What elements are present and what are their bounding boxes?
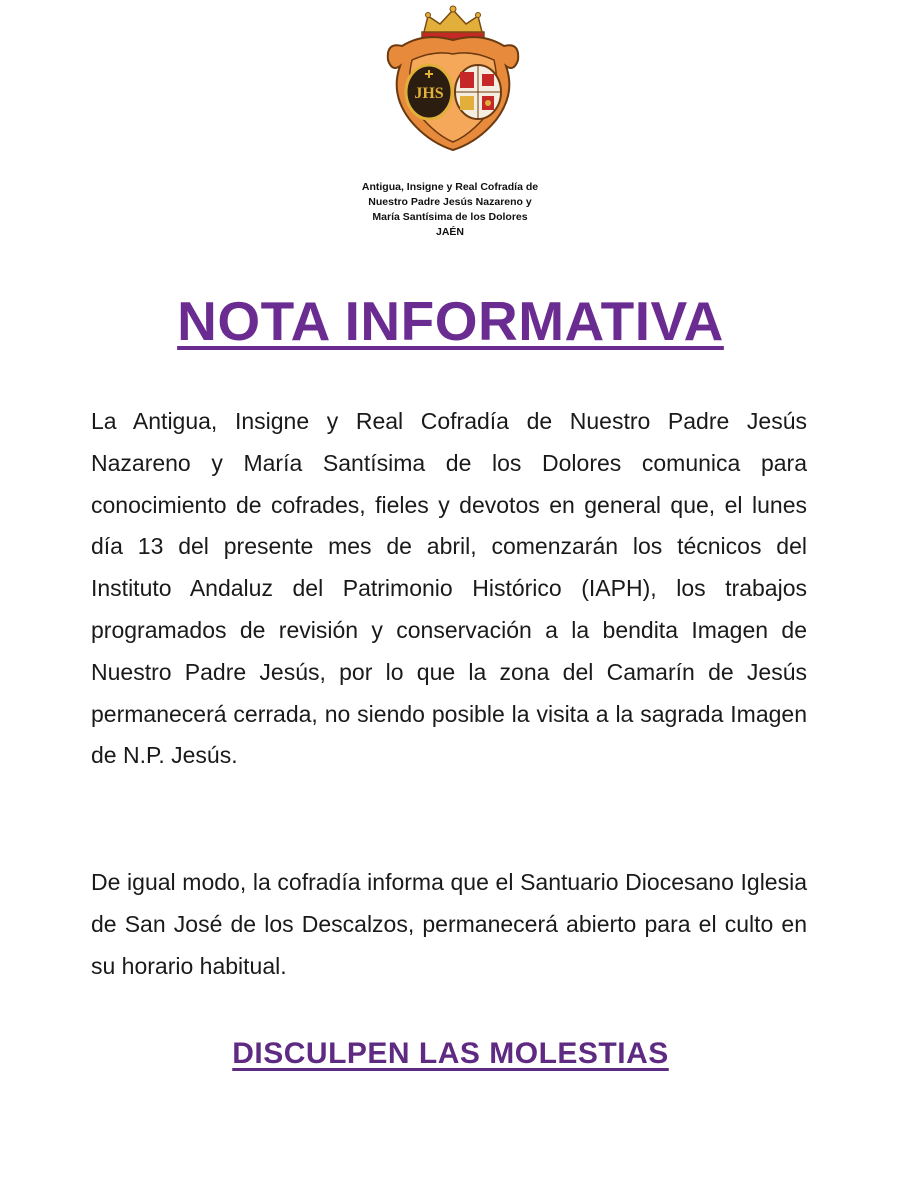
closing-apology-text: DISCULPEN LAS MOLESTIAS [232,1037,669,1070]
svg-text:JHS: JHS [414,85,444,102]
closing-apology [0,1034,901,1074]
notice-title-text: NOTA INFORMATIVA [177,290,724,352]
organization-name-line: Nuestro Padre Jesús Nazareno y [368,196,532,208]
jhs-monogram-icon [406,65,452,119]
organization-city: JAÉN [435,226,464,238]
notice-paragraph-1: La Antigua, Insigne y Real Cofradía de Nuestro Padre Jesús Nazareno y María Santísima de los Dolores comunica para conocimiento de cofrades, fieles y devotos en general que, el lunes día 13 del presente mes de abril, comenzarán los técnicos del Instituto Andaluz del Patrimonio Histórico (IAPH), los trabajos programados de revisión y conservación a la bendita Imagen de Nuestro Padre Jesús, por lo que la zona del Camarín de Jesús permanecerá cerrada, no siendo posible la visita a la sagrada Imagen de N.P. Jesús. [91,408,807,769]
heraldic-shield-icon [455,65,501,119]
emblem-graphic [382,2,524,154]
organization-name-line: María Santísima de los Dolores [372,211,528,223]
organization-name [300,180,600,240]
organization-name-line: Antigua, Insigne y Real Cofradía de [361,181,539,193]
brotherhood-emblem [382,2,524,154]
notice-title [0,288,901,354]
notice-paragraph-2: De igual modo, la cofradía informa que el Santuario Diocesano Iglesia de San José de los Descalzos, permanecerá abierto para el culto en su horario habitual. [91,869,807,979]
